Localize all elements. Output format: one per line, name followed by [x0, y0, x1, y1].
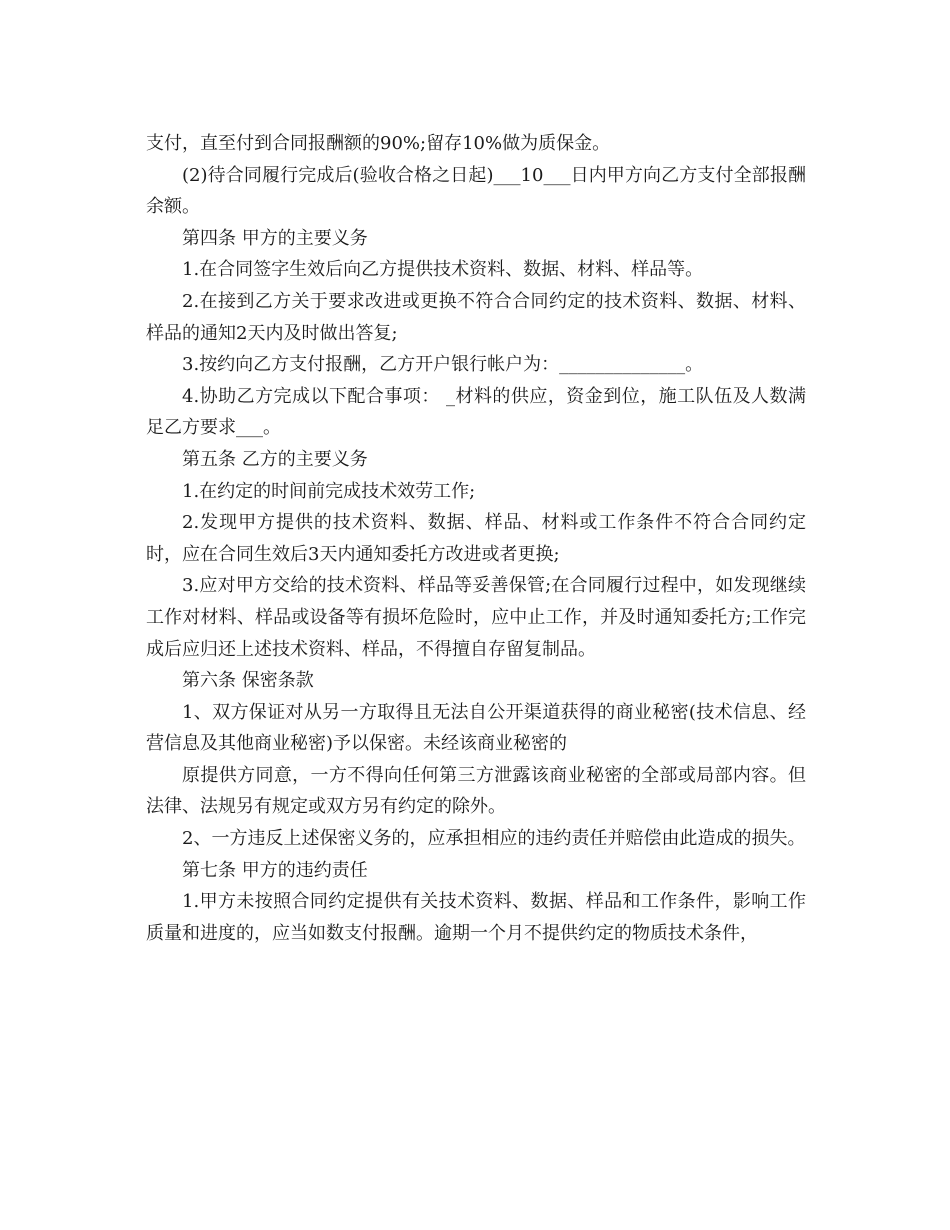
- document-paragraph: 第四条 甲方的主要义务: [182, 227, 368, 249]
- document-paragraph: (2)待合同履行完成后(验收合格之日起)___10___日内甲方向乙方支付全部报酬余额。: [146, 164, 806, 218]
- document-paragraph: 支付，直至付到合同报酬额的90%;留存10%做为质保金。: [146, 133, 611, 154]
- document-paragraph: 3.应对甲方交给的技术资料、样品等妥善保管;在合同履行过程中，如发现继续工作对材料、样品或设备等有损坏危险时，应中止工作，并及时通知委托方;工作完成后应归还上述技术资料、样品，不得擅自存留复制品。: [146, 575, 806, 660]
- document-paragraph: 第五条 乙方的主要义务: [182, 448, 368, 470]
- document-paragraph: 1、双方保证对从另一方取得且无法自公开渠道获得的商业秘密(技术信息、经营信息及其他商业秘密)予以保密。未经该商业秘密的: [146, 701, 806, 755]
- document-paragraph: 1.在合同签字生效后向乙方提供技术资料、数据、材料、样品等。: [182, 259, 704, 281]
- document-paragraph: 4.协助乙方完成以下配合事项： _材料的供应，资金到位，施工队伍及人数满足乙方要求___。: [146, 385, 806, 439]
- document-body: [146, 128, 806, 949]
- document-paragraph: 3.按约向乙方支付报酬，乙方开户银行帐户为：______________。: [182, 354, 704, 376]
- document-paragraph: 第六条 保密条款: [182, 670, 314, 692]
- document-paragraph: 2.在接到乙方关于要求改进或更换不符合合同约定的技术资料、数据、材料、样品的通知2天内及时做出答复;: [146, 290, 806, 344]
- document-paragraph: 2.发现甲方提供的技术资料、数据、样品、材料或工作条件不符合合同约定时，应在合同生效后3天内通知委托方改进或者更换;: [146, 512, 806, 565]
- document-paragraph: 1.在约定的时间前完成技术效劳工作;: [182, 480, 476, 502]
- document-paragraph: 2、一方违反上述保密义务的，应承担相应的违约责任并赔偿由此造成的损失。: [182, 828, 806, 850]
- document-paragraph: 第七条 甲方的违约责任: [182, 859, 368, 881]
- document-paragraph: 原提供方同意，一方不得向任何第三方泄露该商业秘密的全部或局部内容。但法律、法规另有规定或双方另有约定的除外。: [146, 764, 806, 818]
- document-paragraph: 1.甲方未按照合同约定提供有关技术资料、数据、样品和工作条件，影响工作质量和进度的，应当如数支付报酬。逾期一个月不提供约定的物质技术条件，: [146, 891, 806, 944]
